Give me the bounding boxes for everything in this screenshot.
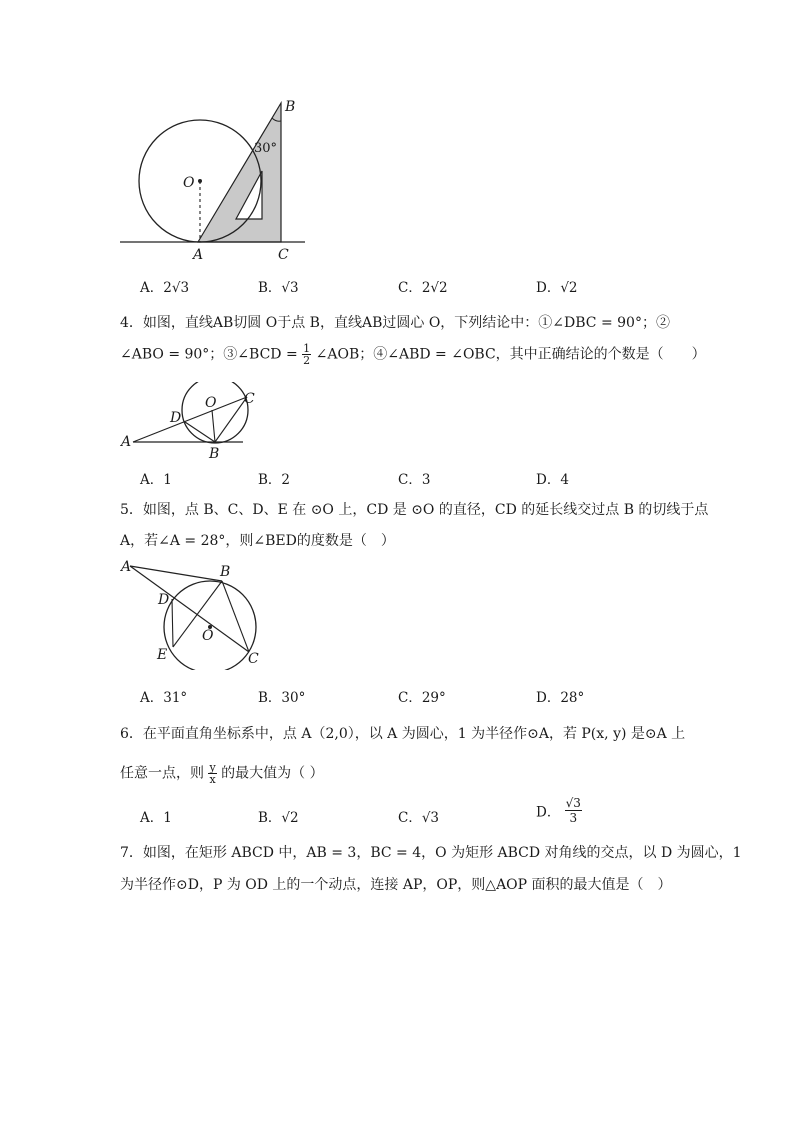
q4-figure	[118, 382, 268, 462]
q3-option-b[interactable]: B．√3	[258, 280, 299, 296]
q6-fraction: $\frac{y}{x}$	[209, 761, 216, 786]
q4-fraction: $\frac{1}{2}$	[303, 342, 311, 367]
q3-option-a[interactable]: A．2√3	[140, 280, 190, 296]
label-b: B	[209, 446, 220, 462]
label-o: O	[202, 628, 214, 644]
tangent-ab	[130, 566, 222, 581]
q6-option-c[interactable]: C．√3	[398, 810, 440, 826]
q5-figure	[115, 555, 270, 670]
q4-option-a[interactable]: A．1	[140, 472, 172, 488]
q5-option-c[interactable]: C．29°	[398, 690, 446, 706]
q7-text-line2: 为半径作⊙D，P 为 OD 上的一个动点，连接 AP，OP，则△AOP 面积的最大值是（ ）	[120, 877, 672, 893]
line-ac	[130, 566, 249, 652]
label-c: C	[244, 391, 255, 407]
label-c: C	[248, 651, 259, 667]
q6-option-d[interactable]: D． $\frac{√3}{3}$	[536, 796, 581, 825]
q6-option-b[interactable]: B．√2	[258, 810, 299, 826]
q5-option-b[interactable]: B．30°	[258, 690, 306, 706]
q6-option-a[interactable]: A．1	[140, 810, 172, 826]
line-ac	[133, 397, 247, 442]
circle-o	[182, 382, 248, 443]
q4-option-c[interactable]: C．3	[398, 472, 431, 488]
label-b: B	[220, 564, 231, 580]
center-point	[198, 179, 202, 183]
label-angle: 30°	[254, 141, 278, 156]
q3-figure	[110, 95, 320, 265]
q5-option-a[interactable]: A．31°	[140, 690, 188, 706]
label-o: O	[205, 395, 217, 411]
q4-option-b[interactable]: B．2	[258, 472, 291, 488]
q7-text-line1: 7．如图，在矩形 ABCD 中，AB = 3，BC = 4，O 为矩形 ABCD 对角线的交点，以 D 为圆心，1	[120, 845, 742, 861]
label-a: A	[121, 559, 132, 575]
q5-text-line2: A，若∠A = 28°，则∠BED的度数是（ ）	[120, 533, 395, 549]
triangle-ruler	[198, 103, 281, 242]
segment-ob	[212, 410, 215, 442]
segment-de	[172, 599, 173, 647]
label-b: B	[285, 99, 296, 115]
q6-text-line2: 任意一点，则 $\frac{y}{x}$ 的最大值为（ ）	[120, 761, 324, 786]
q5-option-d[interactable]: D．28°	[536, 690, 585, 706]
q3-option-d[interactable]: D．√2	[536, 280, 578, 296]
q6-option-d-fraction: $\frac{√3}{3}$	[565, 796, 581, 825]
q3-option-c[interactable]: C．2√2	[398, 280, 448, 296]
label-c: C	[278, 247, 289, 263]
q4-text-line2: ∠ABO = 90°；③∠BCD = $\frac{1}{2}$ ∠AOB；④∠ABD = ∠OBC，其中正确结论的个数是（ ）	[120, 342, 706, 367]
label-a: A	[121, 434, 132, 450]
label-e: E	[157, 647, 168, 663]
segment-bc	[222, 581, 249, 652]
q6-text-line1: 6．在平面直角坐标系中，点 A（2,0），以 A 为圆心，1 为半径作⊙A，若 P(x, y) 是⊙A 上	[120, 726, 686, 742]
label-o: O	[183, 175, 195, 191]
label-d: D	[158, 592, 170, 608]
q4-option-d[interactable]: D．4	[536, 472, 569, 488]
label-a: A	[193, 247, 204, 263]
label-d: D	[170, 410, 182, 426]
segment-eb	[173, 581, 222, 647]
q5-text-line1: 5．如图，点 B、C、D、E 在 ⊙O 上，CD 是 ⊙O 的直径，CD 的延长线交过点 B 的切线于点	[120, 502, 709, 518]
q4-text-line1: 4．如图，直线AB切圆 O于点 B，直线AB过圆心 O，下列结论中：①∠DBC = 90°；②	[120, 315, 670, 331]
